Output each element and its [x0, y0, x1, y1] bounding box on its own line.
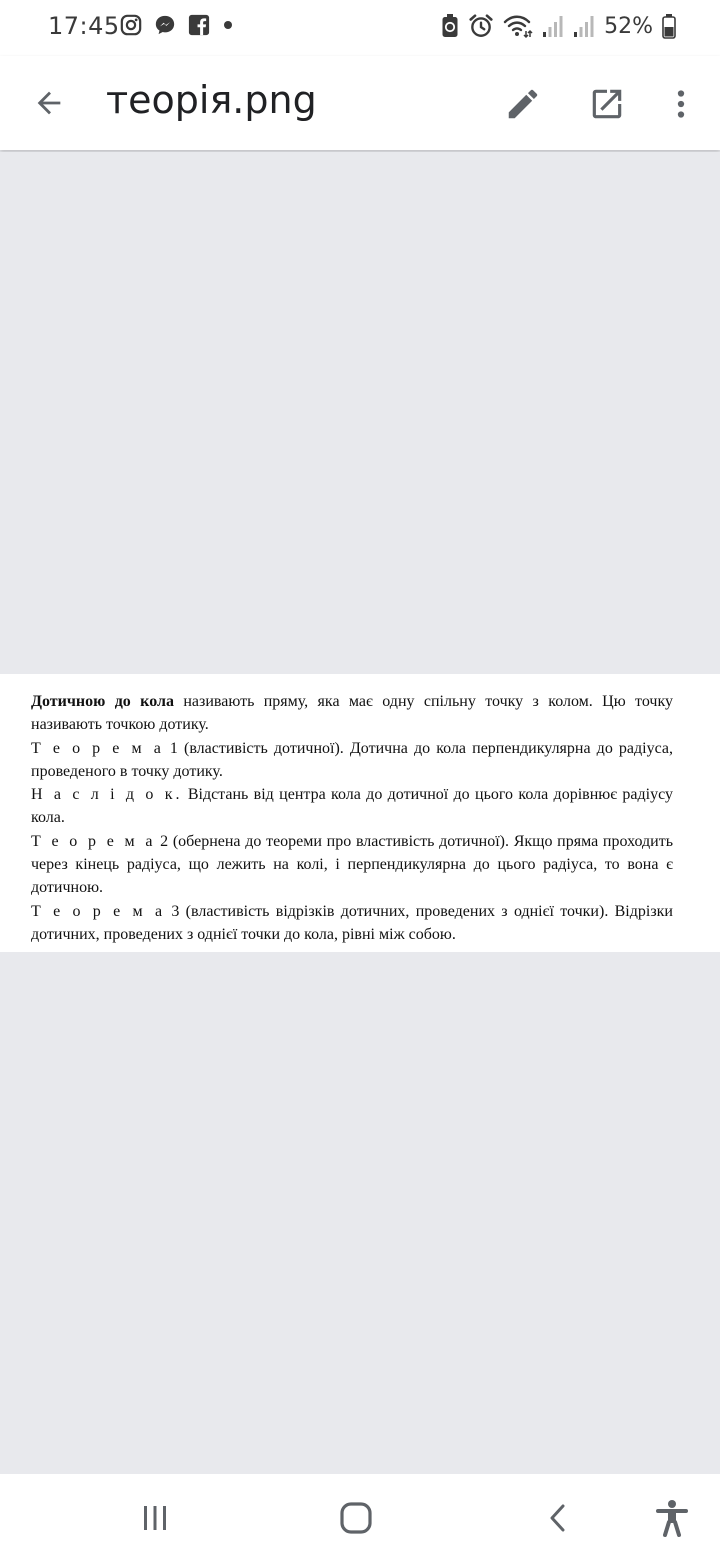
status-time: 17:45 — [48, 12, 120, 40]
wifi-icon — [503, 13, 533, 39]
theorem-2-text: 2 (обернена до теореми про властивість дотичної). Якщо пряма проходить через кінець радіуса, що лежить на колі, і перпендикулярна до цього радіуса, то вона є дотичною. — [31, 832, 673, 897]
facebook-icon — [188, 14, 210, 36]
messenger-bubble-icon — [154, 14, 176, 36]
accessibility-button[interactable] — [642, 1494, 702, 1542]
app-bar — [0, 56, 720, 150]
corollary-label: Н а с л і д о к. — [31, 786, 183, 804]
theorem-3-label: Т е о р е м а — [31, 902, 166, 920]
corollary-paragraph — [31, 783, 673, 830]
theorem-1-paragraph — [31, 737, 673, 784]
definition-text: називають пряму, яка має одну спільну точку з колом. Цю точку називають точкою дотику. — [31, 693, 673, 734]
status-bar — [0, 0, 720, 56]
theorem-3-text: 3 (властивість відрізків дотичних, проведених з однієї точки). Відрізки дотичних, проведених з однієї точки до кола, рівні між собою. — [31, 902, 673, 943]
corollary-text: Відстань від центра кола до дотичної до цього кола дорівнює радіусу кола. — [31, 786, 673, 827]
battery-percent: 52% — [604, 13, 653, 39]
battery-icon — [662, 13, 676, 39]
back-icon — [543, 1503, 573, 1533]
recents-icon — [140, 1503, 170, 1533]
document-image — [0, 674, 720, 952]
more-options-button[interactable] — [657, 80, 705, 128]
definition-paragraph — [31, 690, 673, 737]
back-button[interactable] — [26, 80, 72, 126]
instagram-icon — [120, 14, 142, 36]
battery-saver-icon — [441, 13, 459, 39]
dot-icon — [222, 14, 234, 36]
system-back-button[interactable] — [528, 1494, 588, 1542]
definition-term: Дотичною до кола — [31, 693, 174, 710]
recents-button[interactable] — [125, 1494, 185, 1542]
theorem-1-label: Т е о р е м а — [31, 739, 164, 757]
alarm-icon — [468, 13, 494, 39]
notification-icons — [120, 14, 234, 36]
open-in-new-icon — [588, 85, 626, 123]
file-title: теорія.png — [106, 78, 317, 122]
signal-icon — [542, 14, 564, 38]
theorem-3-paragraph — [31, 900, 673, 947]
theorem-2-label: Т е о р е м а — [31, 832, 156, 850]
accessibility-icon — [655, 1499, 689, 1537]
more-vert-icon — [663, 86, 699, 122]
arrow-back-icon — [32, 86, 66, 120]
theorem-1-text: 1 (властивість дотичної). Дотична до кола перпендикулярна до радіуса, проведеного в точку дотику. — [31, 739, 674, 780]
theorem-2-paragraph — [31, 830, 673, 900]
edit-icon — [504, 85, 542, 123]
home-icon — [339, 1501, 373, 1535]
image-viewer[interactable] — [0, 152, 720, 1474]
open-with-button[interactable] — [583, 80, 631, 128]
navigation-bar — [0, 1474, 720, 1560]
edit-button[interactable] — [499, 80, 547, 128]
signal-icon — [573, 14, 595, 38]
system-icons — [441, 13, 676, 39]
document-text — [31, 690, 673, 946]
home-button[interactable] — [326, 1494, 386, 1542]
